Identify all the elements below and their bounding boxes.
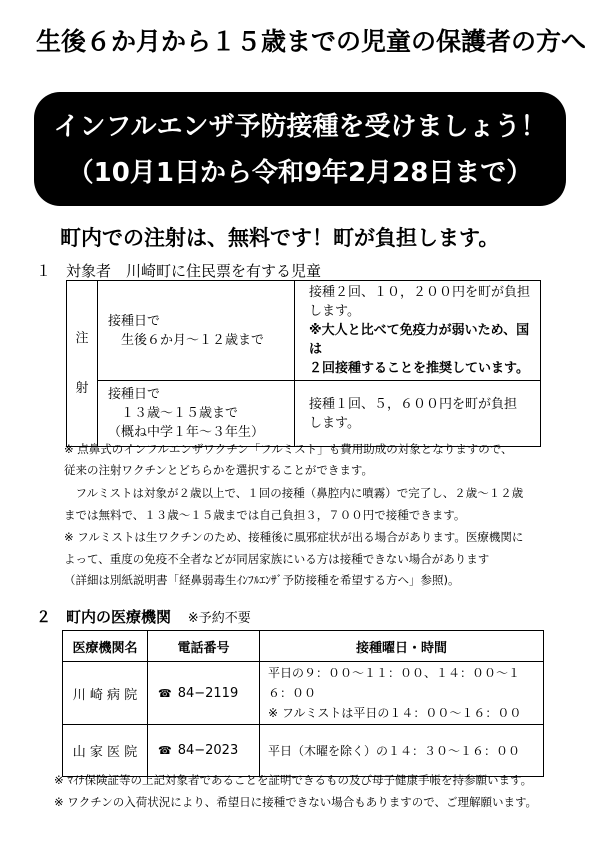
note-line: 従来の注射ワクチンとどちらかを選択することができます。 [64,463,374,477]
clinic-name: 山 家 医 院 [63,725,148,777]
eligibility-table [66,280,541,447]
banner-period: （10月1日から令和9年2月28日まで） [67,158,533,188]
campaign-banner [34,92,566,206]
clinic-hours: 平日の９：００～１１：００、１４：００～１６：００ ※ フルミストは平日の１４：００～１６：００ [260,662,544,725]
free-notice: 町内での注射は、無料です！町が負担します。 [60,226,500,250]
phone-icon: ☎ [158,744,172,757]
table-row [63,725,544,777]
clinic-phone: ☎ 84−2119 [148,662,260,725]
note-line: フルミストは対象が２歳以上で、１回の接種（鼻腔内に噴霧）で完了し、２歳～１２歳 [64,486,524,500]
footer-note: ※ ﾏｲﾅ保険証等の上記対象者であることを証明できるもの及び母子健康手帳を持参願います。 [54,773,533,787]
clinic-table-header: 医療機関名 電話番号 接種曜日・時間 [63,631,544,662]
note-line: ※ 点鼻式のインフルエンザワクチン「フルミスト」も費用助成の対象となりますので、 [64,442,513,456]
age-group-cell: 接種日で 生後６か月～１２歳まで [98,281,295,381]
clinic-hours: 平日（木曜を除く）の１４：３０～１６：００ [260,725,544,777]
note-line: までは無料で、１３歳～１５歳までは自己負担３，７００円で接種できます。 [64,508,466,522]
clinic-table [62,630,544,777]
cost-cell: 接種１回、５，６００円を町が負担 します。 [295,381,541,447]
clinic-phone: ☎ 84−2023 [148,725,260,777]
section2-heading: ２ 町内の医療機関 ※予約不要 [36,608,251,626]
clinic-name: 川 崎 病 院 [63,662,148,725]
banner-headline: インフルエンザ予防接種を受けましょう！ [53,112,547,142]
phone-icon: ☎ [158,686,172,700]
injection-side-label: 注 射 [67,281,98,447]
note-line: （詳細は別紙説明書「経鼻弱毒生ｲﾝﾌﾙｴﾝｻﾞ予防接種を希望する方へ」参照)。 [64,573,460,587]
page-title: 生後６か月から１５歳までの児童の保護者の方へ [36,27,587,56]
cost-cell: 接種２回、１０，２００円を町が負担 します。 ※大人と比べて免疫力が弱いため、国は ２回接種することを推奨しています。 [295,281,541,381]
footer-note: ※ ワクチンの入荷状況により、希望日に接種できない場合もありますので、ご理解願います。 [54,795,538,809]
table-row [63,662,544,725]
age-group-cell: 接種日で １３歳～１５歳まで （概ね中学１年～３年生） [98,381,295,447]
section1-heading: １ 対象者 川崎町に住民票を有する児童 [36,262,322,280]
reservation-note: ※予約不要 [187,611,251,626]
note-line: よって、重度の免疫不全者などが同居家族にいる方は接種できない場合があります [64,552,490,566]
note-line: ※ フルミストは生ワクチンのため、接種後に風邪症状が出る場合があります。医療機関に [64,530,524,544]
